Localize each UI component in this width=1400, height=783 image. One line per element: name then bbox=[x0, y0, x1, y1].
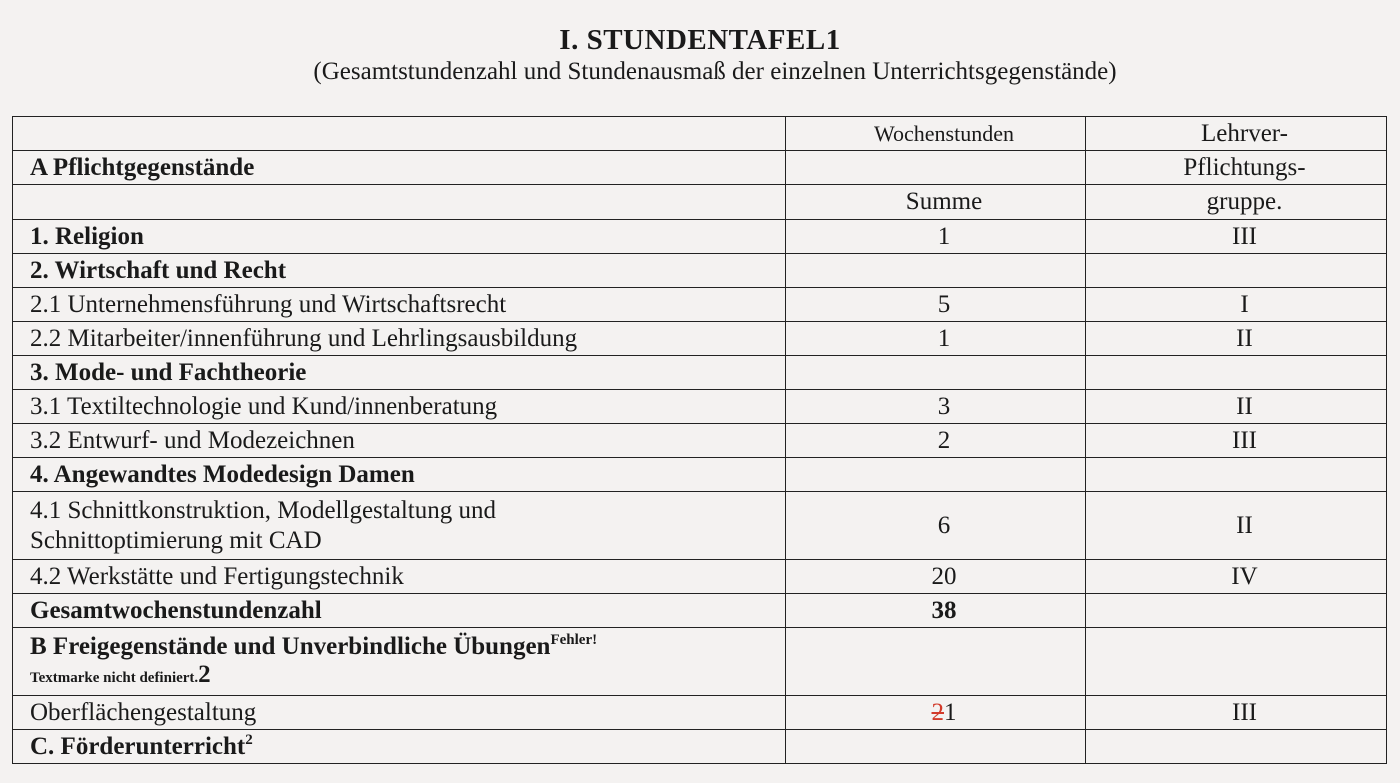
table-row bbox=[13, 594, 1387, 628]
row-label: 2.1 Unternehmensführung und Wirtschaftsrecht bbox=[13, 288, 786, 322]
section-b-label bbox=[13, 628, 786, 696]
row-gruppe: II bbox=[1086, 390, 1387, 424]
section-c-sup: 2 bbox=[245, 731, 253, 748]
row-gruppe bbox=[1086, 458, 1387, 492]
table-row bbox=[13, 151, 1387, 185]
table-row bbox=[13, 185, 1387, 220]
table-row bbox=[13, 117, 1387, 151]
row-label: 4.2 Werkstätte und Fertigungstechnik bbox=[13, 560, 786, 594]
row-label: Gesamtwochenstundenzahl bbox=[13, 594, 786, 628]
table-cell bbox=[1086, 628, 1387, 696]
row-gruppe bbox=[1086, 254, 1387, 288]
stundentafel-table bbox=[12, 116, 1387, 764]
row-summe: 20 bbox=[786, 560, 1086, 594]
row-gruppe: II bbox=[1086, 322, 1387, 356]
table-row bbox=[13, 424, 1387, 458]
row-summe bbox=[786, 458, 1086, 492]
row-label: 2. Wirtschaft und Recht bbox=[13, 254, 786, 288]
table-row bbox=[13, 492, 1387, 560]
section-a-label: A Pflichtgegenstände bbox=[13, 151, 786, 185]
section-c-label bbox=[13, 730, 786, 764]
table-row bbox=[13, 390, 1387, 424]
section-b-line2: Textmarke nicht definiert. bbox=[30, 670, 199, 686]
row-gruppe: II bbox=[1086, 492, 1387, 560]
table-row bbox=[13, 696, 1387, 730]
section-c-main: C. Förderunterricht bbox=[30, 732, 246, 760]
row-gruppe: I bbox=[1086, 288, 1387, 322]
row-label: 3.1 Textiltechnologie und Kund/innenberatung bbox=[13, 390, 786, 424]
section-b-sup: Fehler! bbox=[550, 632, 598, 648]
row-label: 4. Angewandtes Modedesign Damen bbox=[13, 458, 786, 492]
table-row bbox=[13, 356, 1387, 390]
section-b-num: 2 bbox=[198, 661, 211, 688]
row-summe: 1 bbox=[786, 322, 1086, 356]
table-row bbox=[13, 288, 1387, 322]
table-row bbox=[13, 730, 1387, 764]
header-lehrver-3: gruppe. bbox=[1086, 185, 1387, 220]
row-summe: 3 bbox=[786, 390, 1086, 424]
table-cell bbox=[786, 151, 1086, 185]
row-label: 1. Religion bbox=[13, 220, 786, 254]
row-label: 2.2 Mitarbeiter/innenführung und Lehrlingsausbildung bbox=[13, 322, 786, 356]
table-row bbox=[13, 628, 1387, 696]
row-gruppe: III bbox=[1086, 220, 1387, 254]
row-summe: 38 bbox=[786, 594, 1086, 628]
row-summe: 2 bbox=[786, 424, 1086, 458]
table-row bbox=[13, 220, 1387, 254]
row-summe bbox=[786, 356, 1086, 390]
header-lehrver-2: Pflichtungs- bbox=[1086, 151, 1387, 185]
table-cell bbox=[13, 117, 786, 151]
row-gruppe: III bbox=[1086, 424, 1387, 458]
struck-value: 2 bbox=[931, 698, 944, 726]
table-row bbox=[13, 560, 1387, 594]
header-lehrver-1: Lehrver- bbox=[1086, 117, 1387, 151]
row-gruppe bbox=[1086, 356, 1387, 390]
table-row bbox=[13, 322, 1387, 356]
row-label: Oberflächengestaltung bbox=[13, 696, 786, 730]
row-label-multiline bbox=[13, 492, 786, 560]
row-gruppe bbox=[1086, 594, 1387, 628]
row-label: 3. Mode- und Fachtheorie bbox=[13, 356, 786, 390]
corrected-value: 1 bbox=[944, 698, 957, 726]
row-label-line-1: 4.1 Schnittkonstruktion, Modellgestaltung und bbox=[30, 496, 496, 524]
row-summe: 1 bbox=[786, 220, 1086, 254]
row-label-line-2: Schnittoptimierung mit CAD bbox=[30, 526, 322, 554]
row-summe-corrected bbox=[786, 696, 1086, 730]
table-row bbox=[13, 458, 1387, 492]
page-subtitle: (Gesamtstundenzahl und Stundenausmaß der einzelnen Unterrichtsgegenstände) bbox=[313, 58, 1117, 85]
row-summe: 6 bbox=[786, 492, 1086, 560]
header-wochenstunden: Wochenstunden bbox=[786, 117, 1086, 151]
table-cell bbox=[1086, 730, 1387, 764]
row-summe: 5 bbox=[786, 288, 1086, 322]
row-gruppe: III bbox=[1086, 696, 1387, 730]
row-summe bbox=[786, 254, 1086, 288]
row-label: 3.2 Entwurf- und Modezeichnen bbox=[13, 424, 786, 458]
section-b-main: B Freigegenstände und Unverbindliche Übungen bbox=[30, 633, 551, 660]
table-row bbox=[13, 254, 1387, 288]
row-gruppe: IV bbox=[1086, 560, 1387, 594]
table-cell bbox=[13, 185, 786, 220]
page-title: I. STUNDENTAFEL1 bbox=[559, 24, 841, 56]
header-summe: Summe bbox=[786, 185, 1086, 220]
table-cell bbox=[786, 730, 1086, 764]
table-cell bbox=[786, 628, 1086, 696]
